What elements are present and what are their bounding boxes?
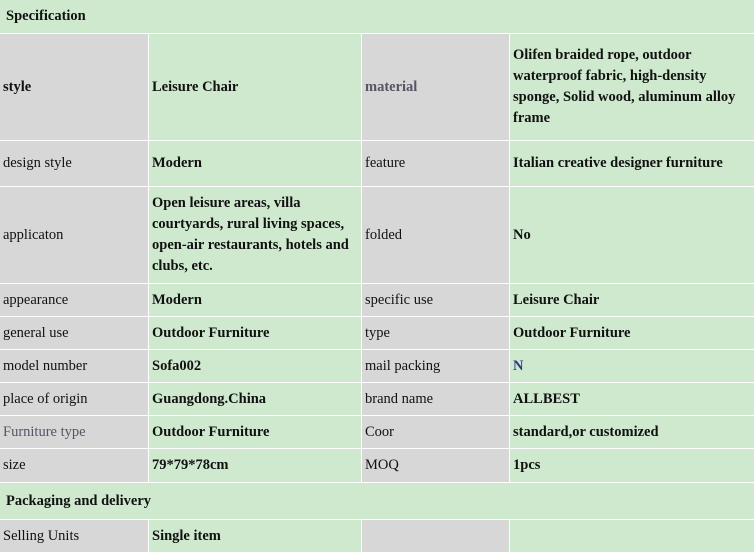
table-row: [0, 141, 755, 187]
spec-label: [362, 520, 510, 553]
spec-value: Modern: [149, 141, 362, 187]
spec-label: Coor: [362, 416, 510, 449]
section-title: Packaging and delivery: [0, 483, 755, 520]
table-row: [0, 449, 755, 483]
spec-value: Olifen braided rope, outdoor waterproof fabric, high-density sponge, Solid wood, aluminum alloy frame: [510, 34, 755, 141]
spec-label: material: [362, 34, 510, 141]
spec-value: Modern: [149, 284, 362, 317]
spec-value: [510, 520, 755, 553]
spec-value: Outdoor Furniture: [149, 416, 362, 449]
table-row: [0, 34, 755, 141]
spec-label: feature: [362, 141, 510, 187]
table-row: [0, 520, 755, 553]
spec-label: general use: [0, 317, 149, 350]
spec-value: Italian creative designer furniture: [510, 141, 755, 187]
spec-label: appearance: [0, 284, 149, 317]
spec-label: design style: [0, 141, 149, 187]
table-row: [0, 416, 755, 449]
table-row: [0, 284, 755, 317]
section-header-packaging: [0, 483, 755, 520]
spec-value: Open leisure areas, villa courtyards, rural living spaces, open-air restaurants, hotels and clubs, etc.: [149, 187, 362, 284]
spec-label: Furniture type: [0, 416, 149, 449]
spec-label: brand name: [362, 383, 510, 416]
table-row: [0, 350, 755, 383]
spec-value: Sofa002: [149, 350, 362, 383]
spec-label: size: [0, 449, 149, 483]
spec-value: N: [510, 350, 755, 383]
spec-label: applicaton: [0, 187, 149, 284]
section-title: Specification: [0, 0, 755, 34]
spec-label: MOQ: [362, 449, 510, 483]
table-row: [0, 317, 755, 350]
spec-label: place of origin: [0, 383, 149, 416]
spec-label: type: [362, 317, 510, 350]
section-header-specification: [0, 0, 755, 34]
spec-label: mail packing: [362, 350, 510, 383]
spec-label: folded: [362, 187, 510, 284]
spec-label: Selling Units: [0, 520, 149, 553]
spec-value: 1pcs: [510, 449, 755, 483]
spec-label: style: [0, 34, 149, 141]
spec-value: Leisure Chair: [510, 284, 755, 317]
spec-value: standard,or customized: [510, 416, 755, 449]
table-row: [0, 187, 755, 284]
spec-value: Outdoor Furniture: [510, 317, 755, 350]
spec-label: model number: [0, 350, 149, 383]
table-row: [0, 383, 755, 416]
spec-value: Single item: [149, 520, 362, 553]
spec-label: specific use: [362, 284, 510, 317]
spec-value: No: [510, 187, 755, 284]
spec-value: 79*79*78cm: [149, 449, 362, 483]
spec-value: Outdoor Furniture: [149, 317, 362, 350]
spec-value: Leisure Chair: [149, 34, 362, 141]
spec-value: Guangdong.China: [149, 383, 362, 416]
spec-value: ALLBEST: [510, 383, 755, 416]
